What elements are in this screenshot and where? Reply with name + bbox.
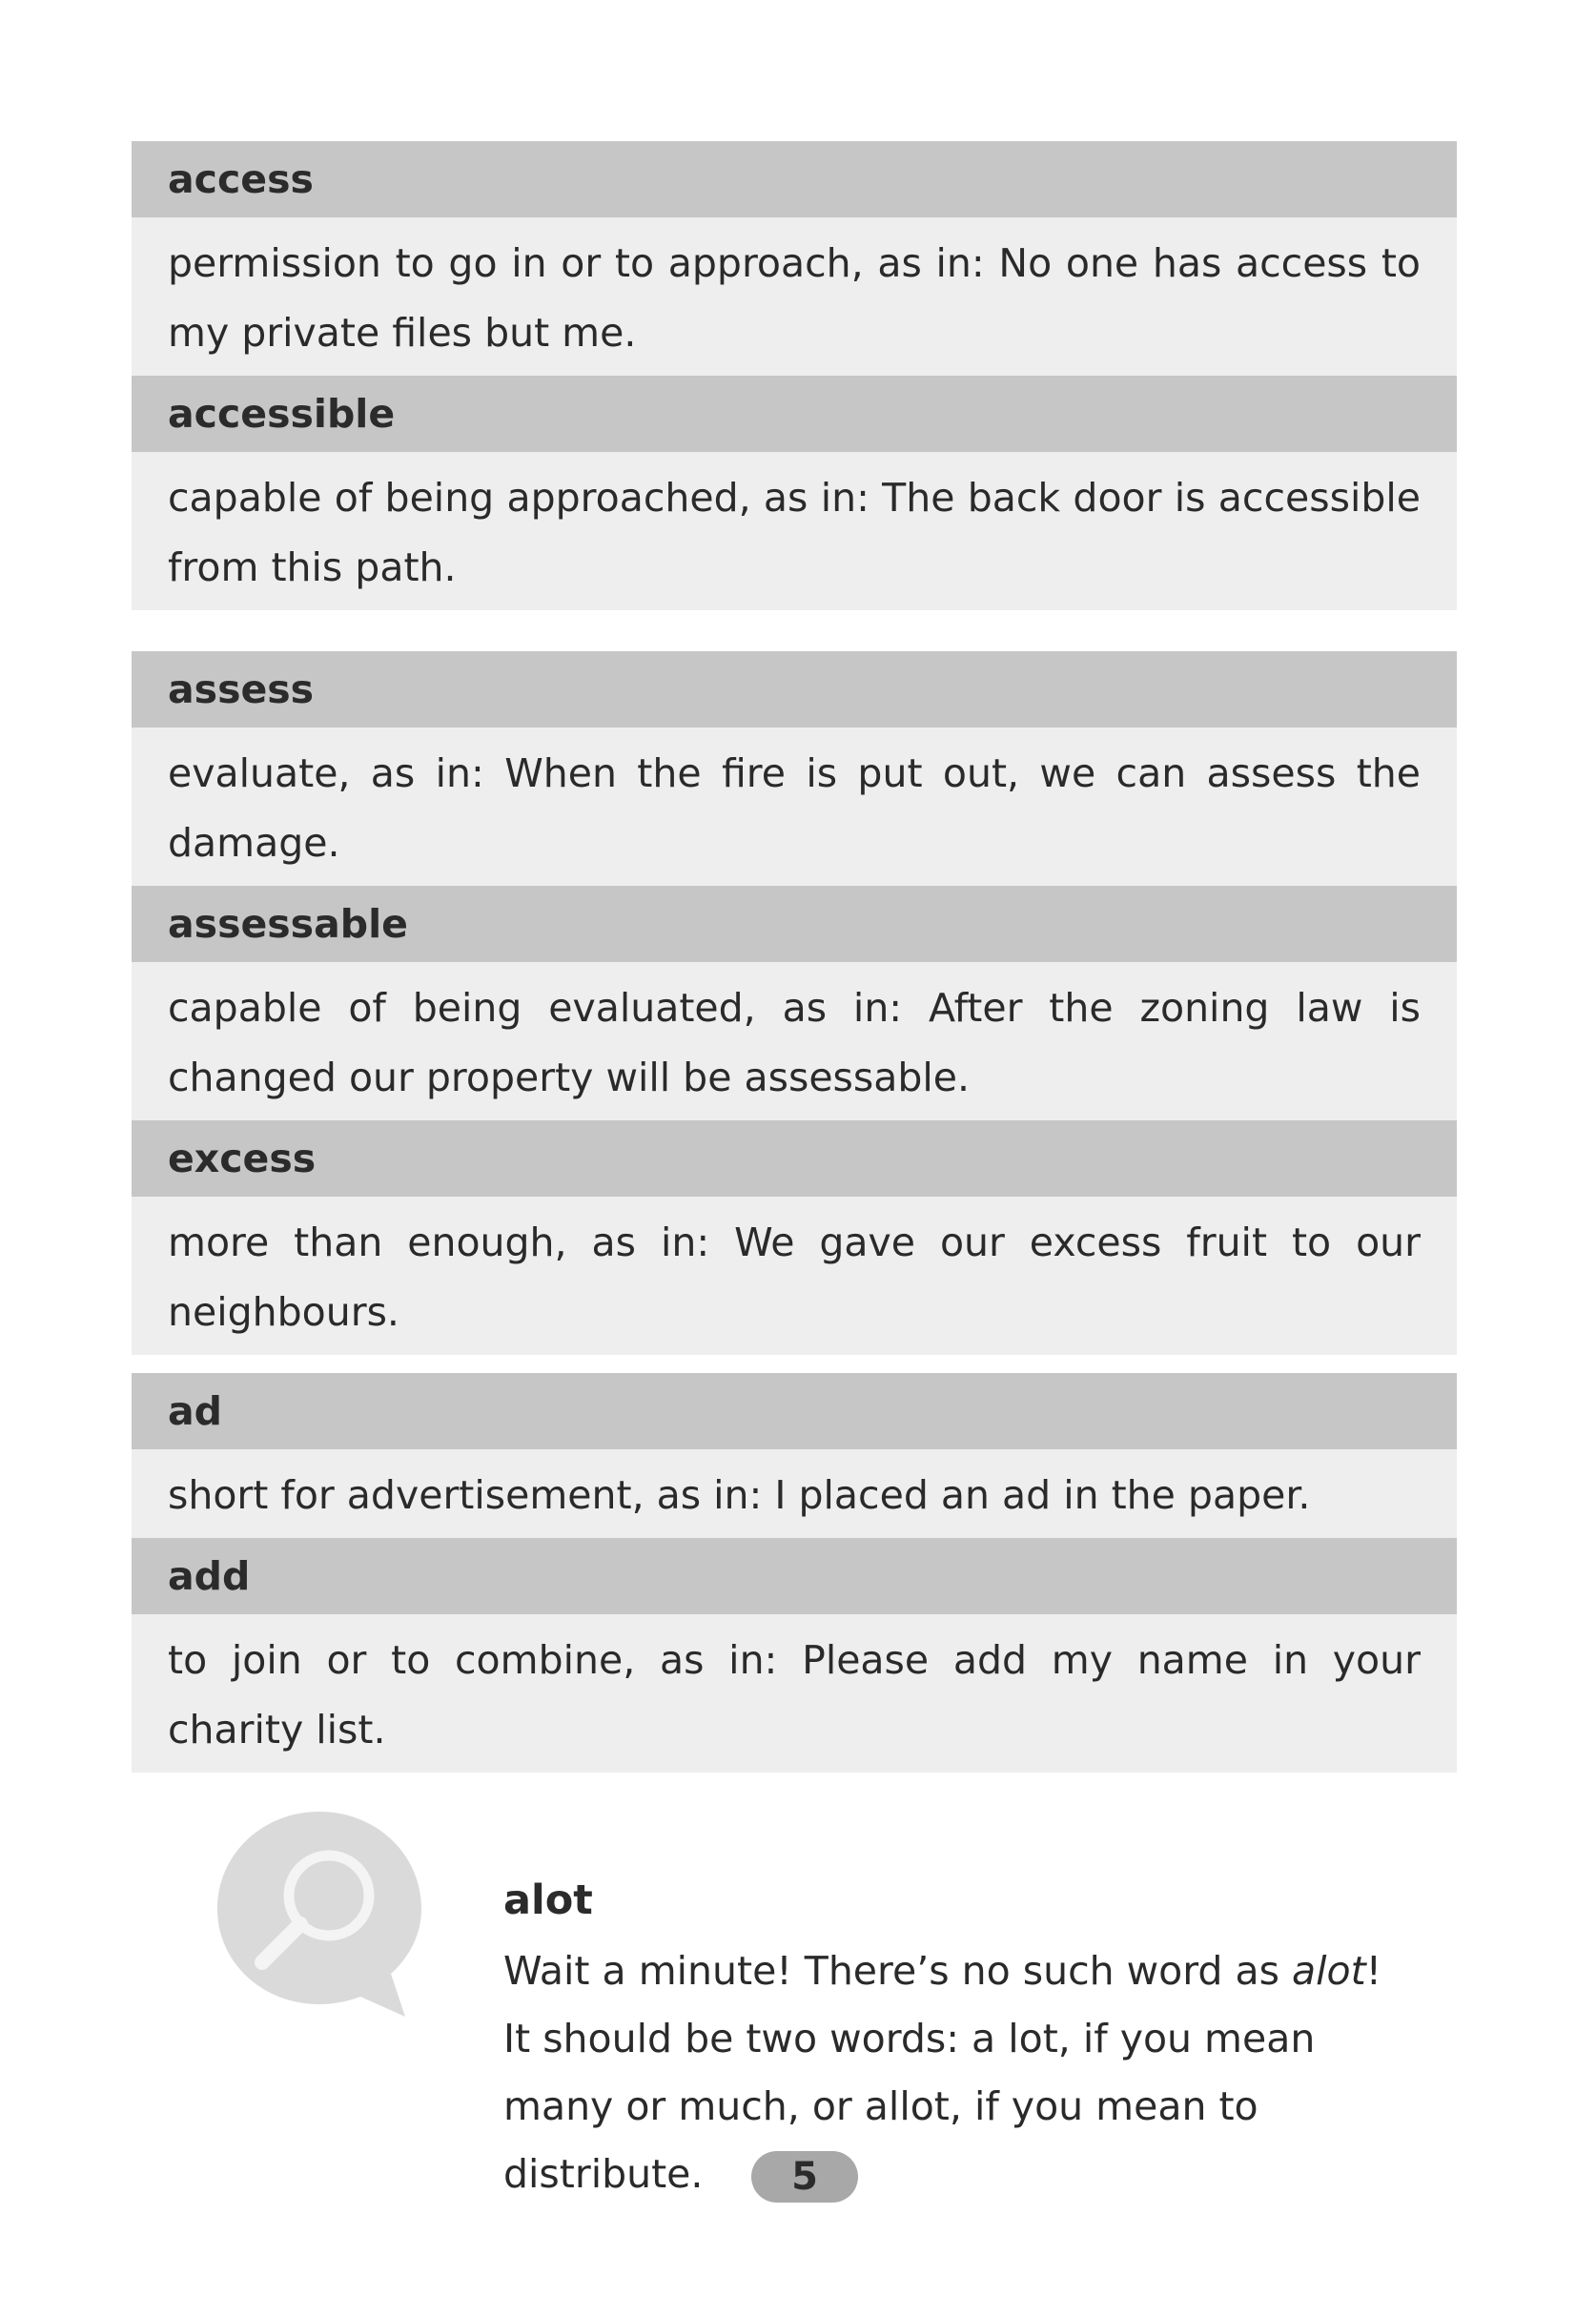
word-group-access xyxy=(132,141,1457,610)
note-text-italic: alot xyxy=(1291,1948,1366,1994)
term-heading: access xyxy=(132,141,1457,217)
term-heading: assess xyxy=(132,651,1457,728)
note-text-part: Wait a minute! There’s no such word as xyxy=(503,1948,1292,1994)
word-group-ad xyxy=(132,1373,1457,1773)
word-group-assess xyxy=(132,651,1457,1355)
term-definition: capable of being approached, as in: The back door is accessible from this path. xyxy=(132,452,1457,610)
term-heading: accessible xyxy=(132,376,1457,452)
note-text xyxy=(503,1938,1419,2208)
term-heading: ad xyxy=(132,1373,1457,1449)
note-title: alot xyxy=(503,1876,593,1924)
term-heading: assessable xyxy=(132,886,1457,962)
term-definition: evaluate, as in: When the fire is put out, we can assess the damage. xyxy=(132,728,1457,886)
magnifier-speech-bubble-icon xyxy=(210,1802,429,2021)
term-definition: short for advertisement, as in: I placed an ad in the paper. xyxy=(132,1449,1457,1538)
term-definition: more than enough, as in: We gave our excess fruit to our neighbours. xyxy=(132,1197,1457,1355)
usage-note xyxy=(503,1876,1419,2208)
note-text-part: ! It should be two words: a lot, if you mean many or much, or allot, if you mean to distribute. xyxy=(503,1948,1382,2197)
term-heading: excess xyxy=(132,1120,1457,1197)
term-definition: to join or to combine, as in: Please add my name in your charity list. xyxy=(132,1614,1457,1773)
term-heading: add xyxy=(132,1538,1457,1614)
page-number: 5 xyxy=(751,2151,858,2203)
term-definition: capable of being evaluated, as in: After the zoning law is changed our property will be assessable. xyxy=(132,962,1457,1120)
term-definition: permission to go in or to approach, as in: No one has access to my private files but me. xyxy=(132,217,1457,376)
